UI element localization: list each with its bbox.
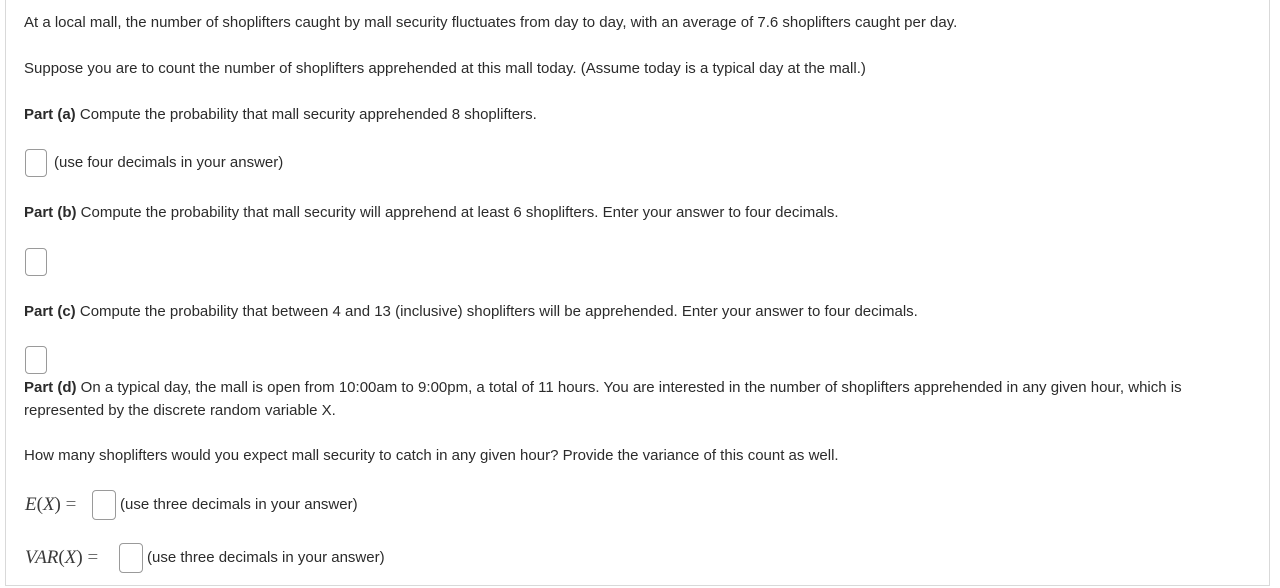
question-panel [5,0,1270,586]
part-b-text: Compute the probability that mall security will apprehend at least 6 shoplifters. Enter your answer to four decimals. [80,204,839,221]
part-b-prompt [24,203,839,223]
variance-variable: X [64,547,77,568]
part-c-answer-input[interactable] [25,346,47,374]
part-a-answer-input[interactable] [25,149,47,177]
variance-function: VAR [25,547,59,568]
expectation-answer-input[interactable] [92,490,116,520]
intro-text: At a local mall, the number of shoplifters caught by mall security fluctuates from day to day, with an average of 7.6 shoplifters caught per day. [24,14,958,31]
part-c-label: Part (c) [24,303,76,320]
expectation-variable: X [42,494,55,515]
expectation-function: E [25,494,37,515]
suppose-text: Suppose you are to count the number of shoplifters apprehended at this mall today. (Assume today is a typical day at the mall.) [24,60,866,77]
part-a-label: Part (a) [24,106,76,123]
variance-answer-input[interactable] [119,543,143,573]
part-c-text: Compute the probability that between 4 and 13 (inclusive) shoplifters will be apprehended. Enter your answer to four decimals. [79,303,918,320]
part-a-hint: (use four decimals in your answer) [54,154,284,171]
variance-label: VAR(X) = [25,547,99,568]
part-d-prompt [24,376,1254,422]
part-a-prompt [24,105,537,125]
part-d-question: How many shoplifters would you expect mall security to catch in any given hour? Provide the variance of this count as well. [24,447,839,464]
part-d-label: Part (d) [24,379,77,396]
part-a-text: Compute the probability that mall security apprehended 8 shoplifters. [79,106,537,123]
part-c-prompt [24,302,918,322]
expectation-hint: (use three decimals in your answer) [120,496,358,513]
part-d-text: On a typical day, the mall is open from 10:00am to 9:00pm, a total of 11 hours. You are interested in the number of shoplifters apprehended in any given hour, which is represented by the discrete random variable X. [24,379,1182,419]
part-b-label: Part (b) [24,204,77,221]
variance-hint: (use three decimals in your answer) [147,549,385,566]
part-b-answer-input[interactable] [25,248,47,276]
expectation-label: E(X) = [25,494,77,515]
